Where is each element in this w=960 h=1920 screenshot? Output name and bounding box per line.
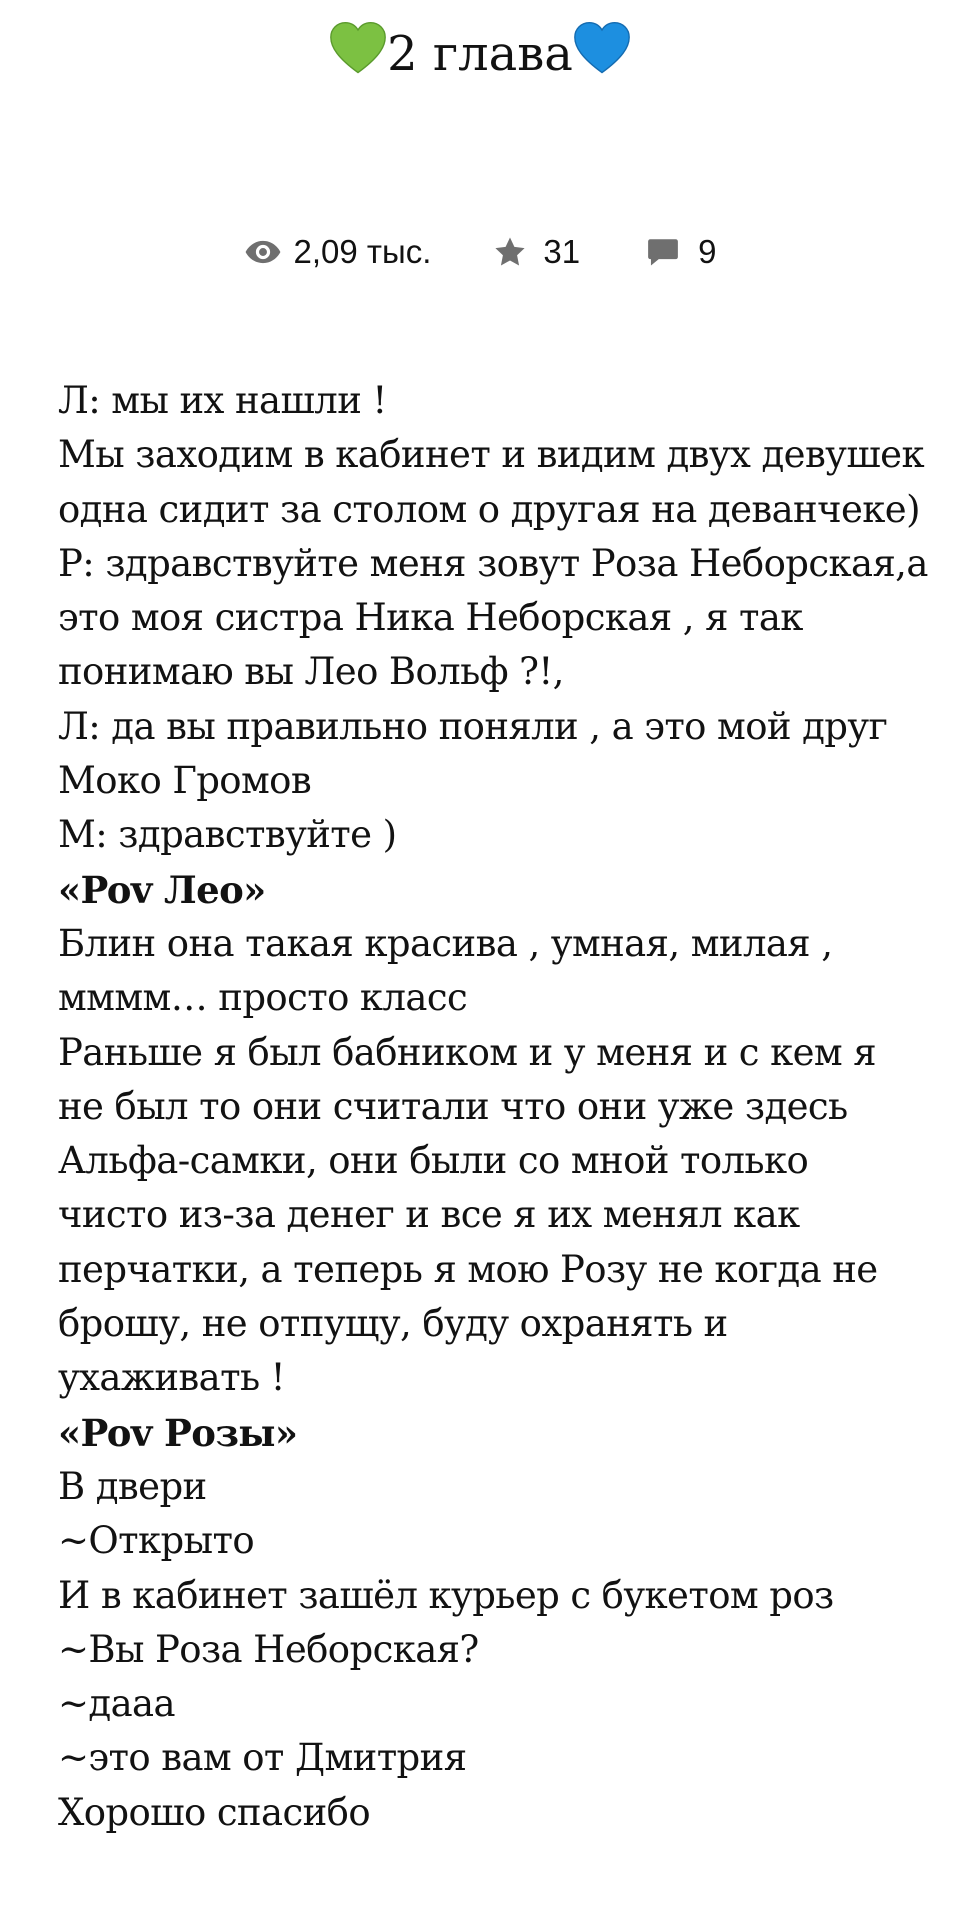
votes-stat[interactable] — [493, 233, 580, 271]
eye-icon — [244, 233, 282, 271]
reads-stat — [244, 233, 432, 271]
story-paragraph: И в кабинет зашёл курьер с букетом роз — [58, 1573, 834, 1617]
chapter-stats — [0, 228, 960, 276]
comment-icon — [646, 235, 680, 269]
story-paragraph: В двери — [58, 1464, 207, 1508]
story-paragraph: Раньше я был бабником и у меня и с кем я не был то они считали что они уже здесь Альфа-самки, они были со мной только чисто из-за денег и все я их менял как перчатки, а теперь я мою Розу не когда не брошу, не отпущу, буду охранять и ухаживать ! — [58, 1030, 878, 1400]
story-paragraph: Хорошо спасибо — [58, 1790, 370, 1834]
comments-count: 9 — [698, 233, 717, 270]
story-paragraph: Л: мы их нашли ! — [58, 379, 387, 422]
story-paragraph: Мы заходим в кабинет и видим двух девушек одна сидит за столом о другая на деванчеке) — [58, 433, 924, 531]
story-paragraph: Л: да вы правильно поняли , а это мой друг Моко Громов — [58, 704, 888, 803]
story-paragraph: ~Вы Роза Неборская? — [58, 1627, 479, 1671]
pov-heading: «Pov Розы» — [58, 1410, 298, 1455]
story-paragraph: ~Открыто — [58, 1519, 255, 1563]
chapter-title-bar — [0, 18, 960, 90]
story-paragraph: ~дааа — [58, 1682, 175, 1726]
story-paragraph: М: здравствуйте ) — [58, 813, 397, 857]
green-heart-icon — [329, 20, 387, 78]
comments-stat[interactable] — [646, 233, 716, 271]
story-text — [58, 374, 928, 1840]
story-paragraph: ~это вам от Дмитрия — [58, 1736, 467, 1780]
story-paragraph: Блин она такая красива , умная, милая , мммм… просто класс — [58, 921, 833, 1020]
blue-heart-icon — [573, 20, 631, 78]
pov-heading: «Pov Лео» — [58, 867, 266, 912]
star-icon — [493, 235, 527, 269]
votes-count: 31 — [543, 233, 581, 270]
reads-count: 2,09 тыс. — [293, 233, 432, 270]
chapter-title: 2 глава — [387, 26, 573, 82]
story-paragraph: Р: здравствуйте меня зовут Роза Неборская,а это моя систра Ника Неборская , я так понимаю вы Лео Вольф ?!, — [58, 541, 928, 694]
